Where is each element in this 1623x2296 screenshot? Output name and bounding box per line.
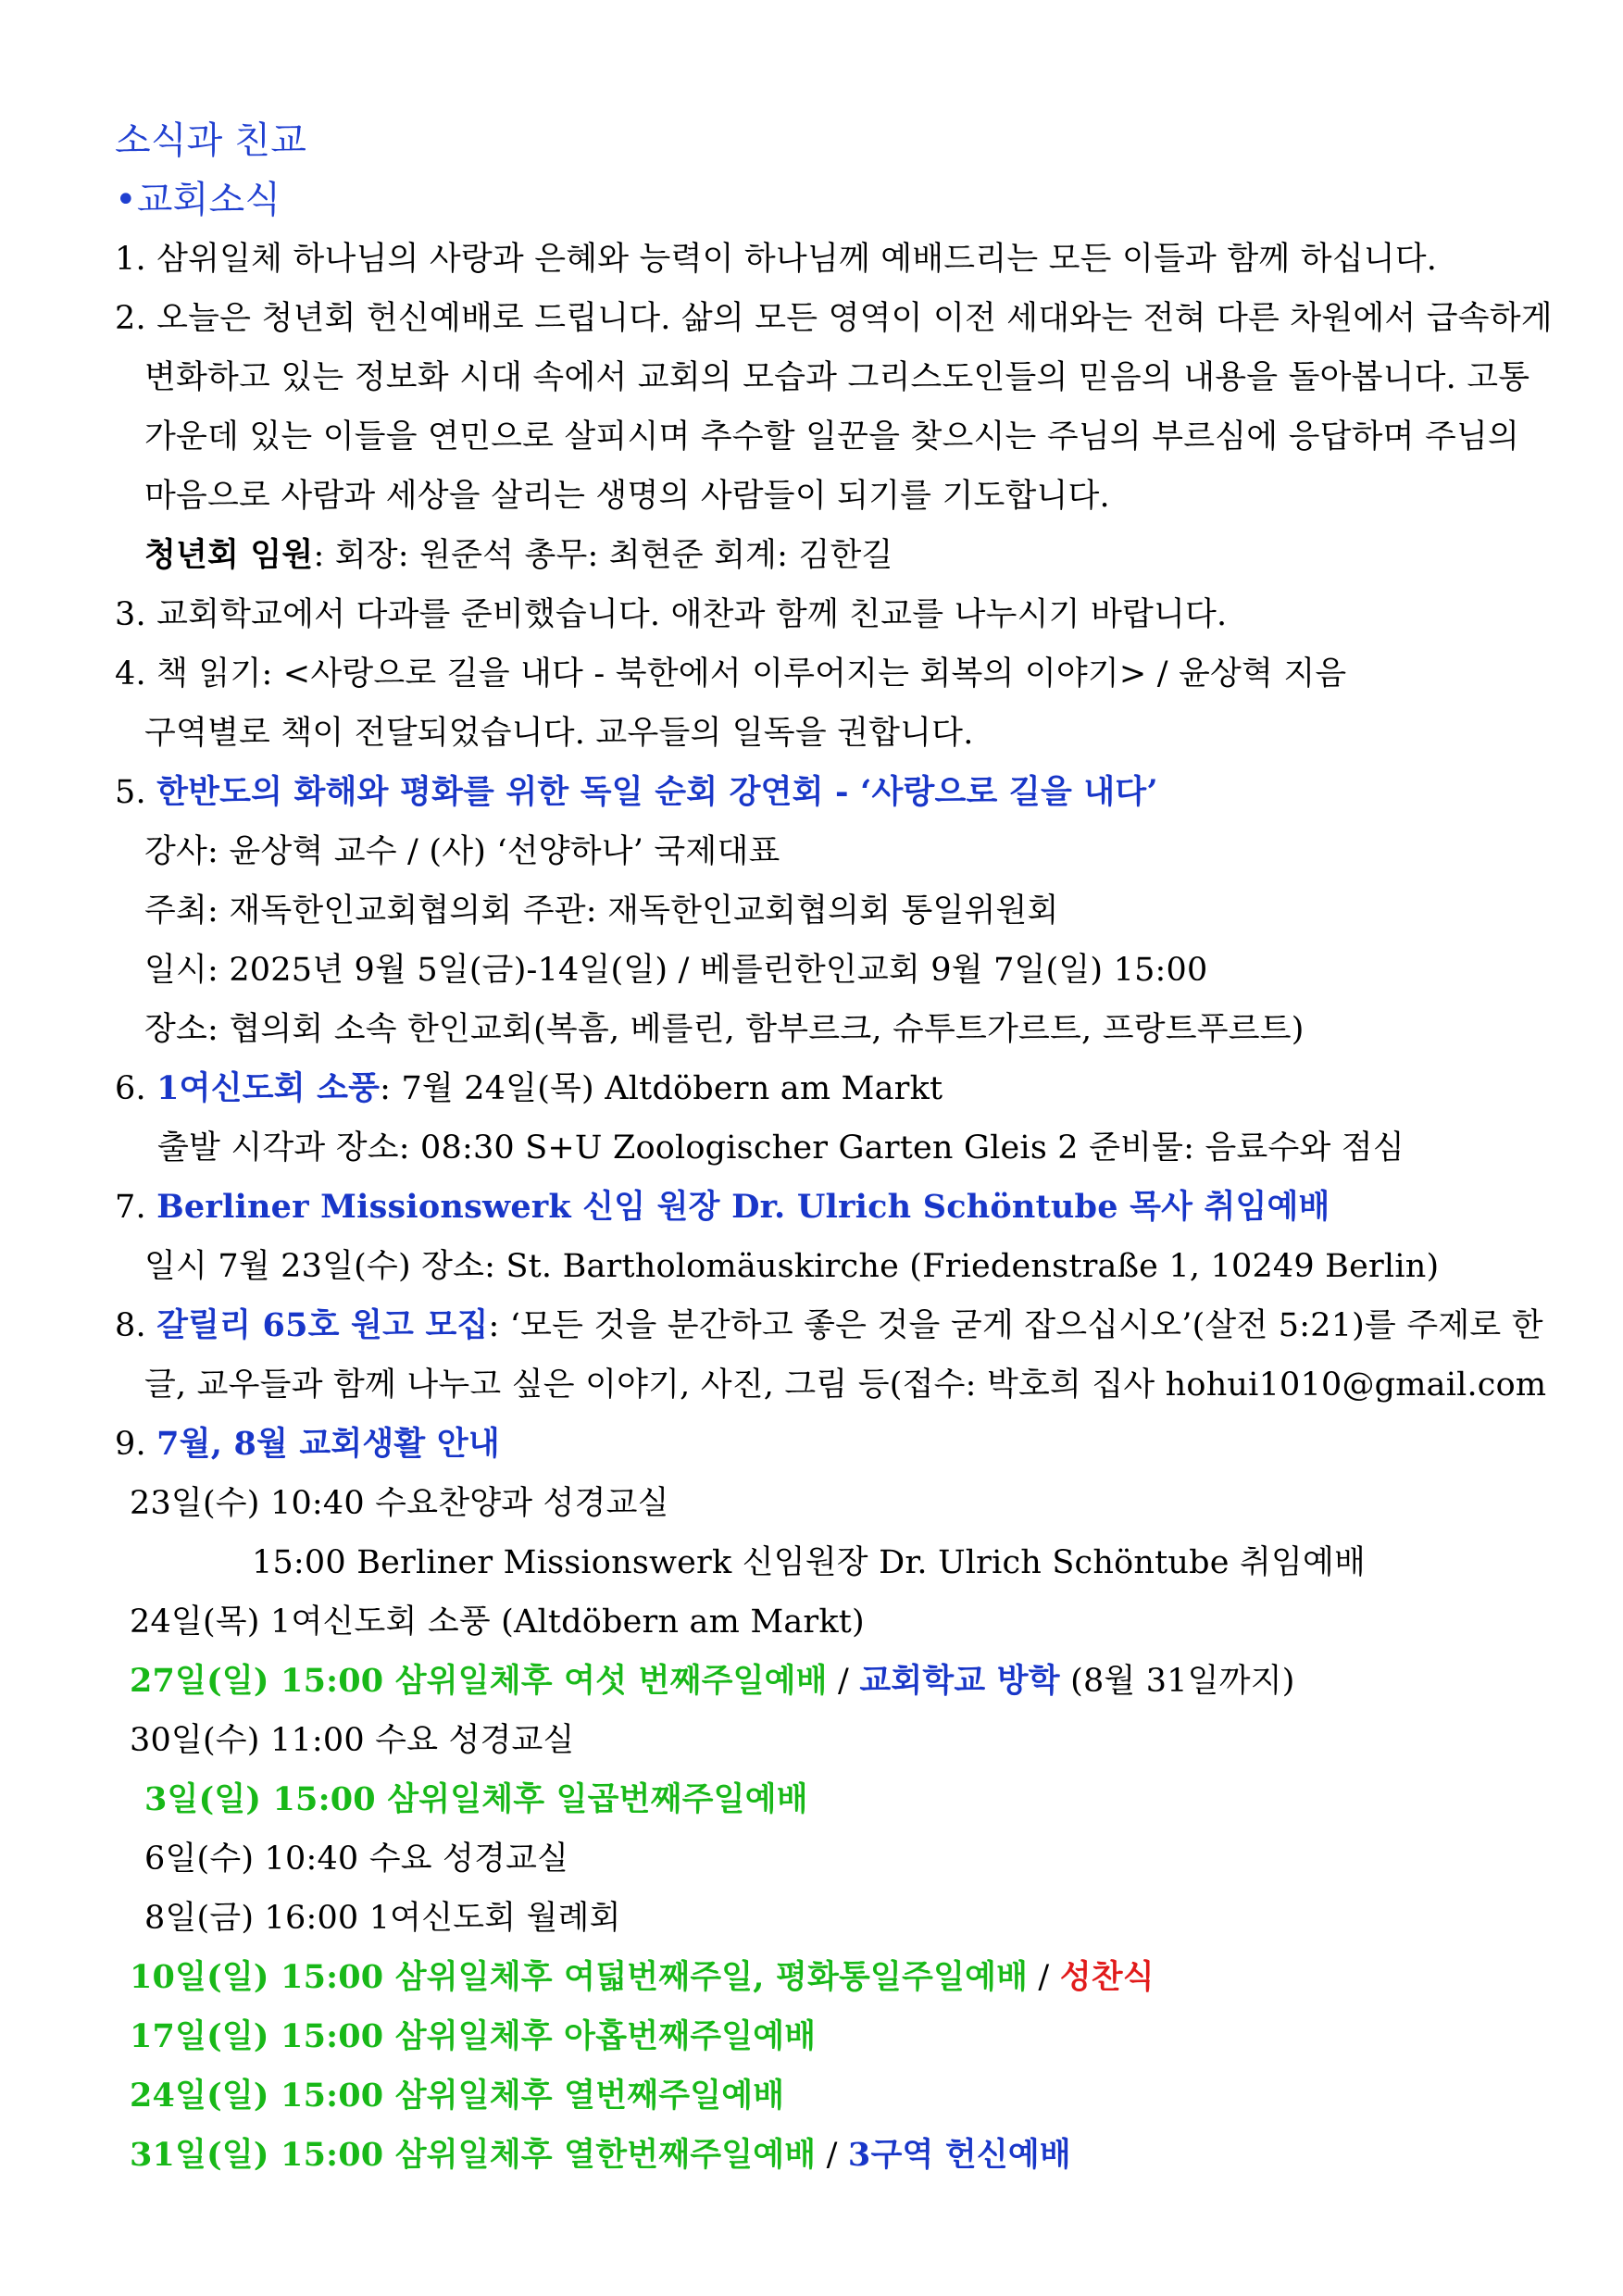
- section-title: 소식과 친교: [115, 119, 307, 162]
- news-item-7-title: [115, 1185, 1330, 1229]
- news-item-5-venue: 장소: 협의회 소속 한인교회(복흠, 베를린, 함부르크, 슈투트가르트, 프랑트푸르트): [144, 1011, 1305, 1048]
- item-7-heading: Berliner Missionswerk 신임 원장 Dr. Ulrich Schöntube 목사 취임예배: [156, 1188, 1330, 1226]
- news-item-5-title: [115, 770, 1158, 815]
- subsection-title: •교회소식: [115, 179, 281, 221]
- schedule-note: (8월 31일까지): [1059, 1663, 1295, 1700]
- news-item-2-line-1: 2. 오늘은 청년회 헌신예배로 드립니다. 삶의 모든 영역이 이전 세대와는 전혀 다른 차원에서 급속하게: [115, 300, 1553, 337]
- schedule-row: 8일(금) 16:00 1여신도회 월례회: [144, 1900, 621, 1937]
- schedule-service: 3일(일) 15:00 삼위일체후 일곱번째주일예배: [144, 1780, 808, 1818]
- item-6-number: 6.: [115, 1070, 157, 1107]
- schedule-row: 30일(수) 11:00 수요 성경교실: [130, 1722, 575, 1759]
- news-item-9-title: [115, 1422, 500, 1466]
- news-item-8-title: [115, 1304, 1543, 1348]
- item-9-heading: 7월, 8월 교회생활 안내: [156, 1425, 500, 1463]
- news-item-6-title: [115, 1067, 943, 1111]
- news-item-5-speaker: 강사: 윤상혁 교수 / (사) ‘선양하나’ 국제대표: [144, 833, 780, 870]
- schedule-row: [130, 2074, 784, 2118]
- item-7-number: 7.: [115, 1189, 157, 1226]
- news-item-3: 3. 교회학교에서 다과를 준비했습니다. 애찬과 함께 친교를 나누시기 바랍니다.: [115, 596, 1228, 633]
- schedule-row: 24일(목) 1여신도회 소풍 (Altdöbern am Markt): [130, 1603, 865, 1641]
- officers-label: 청년회 임원: [144, 536, 314, 574]
- news-item-2-line-4: 마음으로 사람과 세상을 살리는 생명의 사람들이 되기를 기도합니다.: [144, 478, 1110, 515]
- schedule-separator: /: [1028, 1959, 1060, 1996]
- schedule-row: 6일(수) 10:40 수요 성경교실: [144, 1841, 569, 1878]
- news-item-4-line-2: 구역별로 책이 전달되었습니다. 교우들의 일독을 권합니다.: [144, 715, 974, 752]
- item-9-number: 9.: [115, 1426, 157, 1463]
- news-item-2-line-3: 가운데 있는 이들을 연민으로 살피시며 추수할 일꾼을 찾으시는 주님의 부르심에 응답하며 주님의: [144, 418, 1519, 455]
- item-8-number: 8.: [115, 1307, 157, 1344]
- news-item-2-officers: [144, 533, 893, 578]
- item-5-number: 5.: [115, 774, 157, 811]
- item-5-heading: 한반도의 화해와 평화를 위한 독일 순회 강연회 - ‘사랑으로 길을 내다’: [156, 773, 1158, 811]
- officers-text: : 회장: 원준석 총무: 최현준 회계: 김한길: [313, 537, 893, 574]
- news-item-7-details: 일시 7월 23일(수) 장소: St. Bartholomäuskirche (Friedenstraße 1, 10249 Berlin): [144, 1248, 1440, 1285]
- schedule-row: [130, 1659, 1295, 1703]
- news-item-1: 1. 삼위일체 하나님의 사랑과 은혜와 능력이 하나님께 예배드리는 모든 이들과 함께 하십니다.: [115, 241, 1438, 278]
- schedule-event: 교회학교 방학: [859, 1662, 1060, 1700]
- item-6-heading: 1여신도회 소풍: [156, 1069, 381, 1107]
- item-8-heading: 갈릴리 65호 원고 모집: [156, 1306, 489, 1344]
- news-item-2-line-2: 변화하고 있는 정보화 시대 속에서 교회의 모습과 그리스도인들의 믿음의 내용을 돌아봅니다. 고통: [144, 359, 1530, 396]
- news-item-6-departure: 출발 시각과 장소: 08:30 S+U Zoologischer Garten Gleis 2 준비물: 음료수와 점심: [157, 1129, 1405, 1167]
- schedule-row: [144, 1778, 808, 1822]
- schedule-service: 31일(일) 15:00 삼위일체후 열한번째주일예배: [130, 2136, 817, 2174]
- schedule-service: 27일(일) 15:00 삼위일체후 여섯 번째주일예배: [130, 1662, 828, 1700]
- schedule-row: [130, 2015, 816, 2059]
- news-item-5-host: 주최: 재독한인교회협의회 주관: 재독한인교회협의회 통일위원회: [144, 892, 1059, 930]
- news-item-5-date: 일시: 2025년 9월 5일(금)-14일(일) / 베를린한인교회 9월 7일(일) 15:00: [144, 952, 1208, 989]
- schedule-row: 15:00 Berliner Missionswerk 신임원장 Dr. Ulrich Schöntube 취임예배: [252, 1544, 1366, 1581]
- schedule-event: 성찬식: [1059, 1958, 1155, 1996]
- schedule-service: 10일(일) 15:00 삼위일체후 여덟번째주일, 평화통일주일예배: [130, 1958, 1029, 1996]
- item-6-rest: : 7월 24일(목) Altdöbern am Markt: [380, 1070, 943, 1107]
- schedule-row: [130, 2133, 1071, 2177]
- news-item-8-line-2: 글, 교우들과 함께 나누고 싶은 이야기, 사진, 그림 등(접수: 박호희 집사 hohui1010@gmail.com: [144, 1366, 1547, 1404]
- schedule-row: [130, 1955, 1155, 2000]
- schedule-event: 3구역 헌신예배: [847, 2136, 1071, 2174]
- schedule-row: 23일(수) 10:40 수요찬양과 성경교실: [130, 1485, 669, 1522]
- news-item-4-line-1: 4. 책 읽기: <사랑으로 길을 내다 - 북한에서 이루어지는 회복의 이야기> / 윤상혁 지음: [115, 655, 1347, 693]
- schedule-service: 17일(일) 15:00 삼위일체후 아홉번째주일예배: [130, 2017, 817, 2055]
- schedule-separator: /: [816, 2137, 848, 2174]
- schedule-service: 24일(일) 15:00 삼위일체후 열번째주일예배: [130, 2077, 785, 2115]
- item-8-rest: : ‘모든 것을 분간하고 좋은 것을 굳게 잡으십시오’(살전 5:21)를 주제로 한: [488, 1307, 1543, 1344]
- schedule-separator: /: [827, 1663, 860, 1700]
